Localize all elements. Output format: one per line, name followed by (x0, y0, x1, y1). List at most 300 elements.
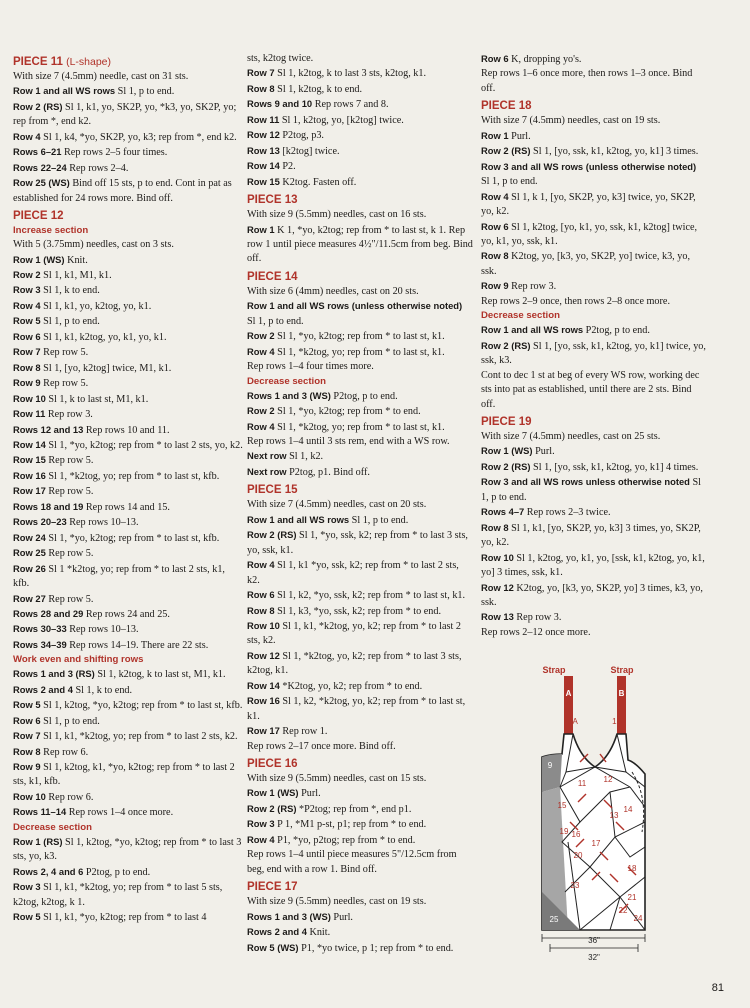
piece-heading (247, 193, 473, 208)
instruction-line (481, 67, 707, 96)
instruction-line (13, 161, 243, 176)
row-label: Row 11 (247, 113, 280, 125)
piece-heading (247, 880, 473, 895)
instruction-line (247, 128, 473, 143)
instruction-line (13, 592, 243, 607)
instruction-text: Rep rows 14 and 15. (85, 501, 170, 513)
row-label: Rows 4–7 (481, 506, 525, 518)
label-b: B (618, 689, 625, 698)
instruction-text: Sl 1, k1, *k2tog, yo; rep from * to last 5 sts, k2tog, k2tog, k 1. (13, 882, 223, 908)
instruction-line (247, 848, 473, 877)
row-label: Row 8 (247, 82, 275, 94)
instruction-line (247, 895, 473, 909)
piece-title: PIECE 19 (481, 415, 532, 428)
instruction-line (247, 52, 473, 66)
instruction-text: Rep rows 1–4 once more. (68, 807, 174, 819)
instruction-text: Sl 1, k2tog, k to end. (277, 83, 363, 95)
row-label: Row 17 (13, 485, 46, 497)
row-label: Row 9 (13, 761, 41, 773)
instruction-line (247, 175, 473, 190)
row-label: Row 10 (481, 551, 514, 563)
row-label: Rows 1 and 3 (WS) (247, 389, 331, 401)
instruction-text: Rep rows 1–6 once more, then rows 1–3 once. Bind off. (481, 68, 693, 94)
instruction-line (481, 190, 707, 220)
dim-inner-label: 32" (588, 953, 600, 962)
instruction-line (247, 465, 473, 480)
instruction-line (247, 97, 473, 112)
instruction-line (13, 423, 243, 438)
instruction-text: Sl 1, [yo, ssk, k1, k2tog, yo, k1] 4 times. (533, 461, 699, 473)
instruction-text: Sl 1, p to end. (351, 514, 409, 526)
row-label: Row 1 (WS) (247, 787, 299, 799)
instruction-line (481, 249, 707, 279)
instruction-text: *P2tog; rep from *, end p1. (299, 803, 412, 815)
piece-label: 20 (573, 851, 583, 860)
row-label: Rows 2 and 4 (247, 926, 307, 938)
piece-heading (13, 209, 243, 224)
instruction-text: Sl 1, k1, [yo, SK2P, yo, k3] 3 times, yo, SK2P, yo, k2. (481, 522, 701, 549)
instruction-text: Sl 1, *yo, k2tog; rep from * to last st, k1. (277, 331, 445, 343)
instruction-line (247, 223, 473, 267)
row-label: Row 14 (247, 679, 280, 691)
row-label: Row 2 (247, 405, 275, 417)
piece-heading (481, 99, 707, 114)
instruction-line (481, 114, 707, 128)
instruction-text: P2tog, p3. (282, 130, 324, 142)
instruction-line (481, 626, 707, 640)
instruction-text: Rep row 3. (47, 409, 93, 421)
instruction-line (13, 268, 243, 283)
row-label: Row 2 (RS) (247, 802, 297, 814)
row-label: Row 3 and all WS rows (unless otherwise noted) (481, 160, 697, 172)
strap-left-label: Strap (542, 665, 566, 675)
piece-label: 12 (603, 775, 613, 784)
instruction-text: Sl 1, [yo, ssk, k1, k2tog, yo, k1] twice, yo, ssk, k3. (481, 340, 706, 367)
instruction-text: P 1, *M1 p-st, p1; rep from * to end. (277, 819, 427, 831)
instruction-text: Sl 1, p to end. (247, 315, 304, 327)
garment-schematic (520, 662, 670, 962)
instruction-line (247, 82, 473, 97)
instruction-text: Sl 1, k2tog, k to last st, M1, k1. (97, 669, 226, 681)
piece-label: 21 (627, 893, 637, 902)
piece-label: 25 (549, 915, 559, 924)
instruction-text: Cont to dec 1 st at beg of every WS row, working dec sts into pat as established, until there are 2 sts. Bind off. (481, 369, 700, 410)
instruction-line (13, 910, 243, 925)
row-label: Row 2 (247, 330, 275, 342)
row-label: Row 10 (13, 790, 46, 802)
row-label: Row 16 (13, 469, 46, 481)
instruction-line (247, 449, 473, 464)
instruction-text: With size 7 (4.5mm) needles, cast on 19 sts. (481, 115, 661, 127)
row-label: Row 7 (13, 346, 41, 358)
instruction-line (481, 551, 707, 581)
instruction-text: Sl 1, p to end. (43, 316, 100, 328)
instruction-text: K 1, *yo, k2tog; rep from * to last st, k 1. Rep row 1 until piece measures 4½"/11.5cm from beg. Bind off. (247, 224, 473, 265)
row-label: Row 2 (13, 268, 41, 280)
instruction-text: Sl 1, *yo, k2tog; rep from * to end. (277, 406, 421, 418)
row-label: Row 1 (481, 129, 509, 141)
instruction-text: Sl 1, k1, M1, k1. (43, 269, 112, 281)
row-label: Row 7 (247, 67, 275, 79)
instruction-line (13, 805, 243, 820)
instruction-line (13, 622, 243, 637)
row-label: Row 3 (247, 818, 275, 830)
row-label: Row 5 (13, 699, 41, 711)
instruction-line (13, 176, 243, 206)
instruction-line (481, 444, 707, 459)
row-label: Row 4 (247, 345, 275, 357)
instruction-text: Sl 1, k2tog, [yo, k1, yo, ssk, k1, k2tog] twice, yo, k1, yo, ssk, k1. (481, 221, 698, 247)
piece-label: 16 (571, 830, 581, 839)
piece-label: 13 (609, 811, 619, 820)
instruction-line (481, 521, 707, 551)
instruction-line (247, 679, 473, 694)
instruction-line (247, 513, 473, 528)
row-label: Row 1 (247, 223, 275, 235)
instruction-line (13, 453, 243, 468)
instruction-text: Sl 1, *k2tog, yo; rep from * to last st, k1. (277, 346, 445, 358)
instruction-text: Sl 1, *yo, k2tog; rep from * to last st, kfb. (48, 532, 220, 544)
instruction-text: Purl. (333, 911, 353, 923)
instruction-text: Sl 1, p to end. (481, 477, 701, 503)
instruction-text: Sl 1, [yo, ssk, k1, k2tog, yo, k1] 3 times. (533, 146, 699, 158)
instruction-text: Rep rows 2–9 once, then rows 2–8 once more. (481, 295, 670, 307)
row-label: Rows 6–21 (13, 146, 62, 158)
instruction-text: Rep rows 14–19. There are 22 sts. (69, 639, 209, 651)
instruction-line (247, 772, 473, 786)
instruction-text: Sl 1, p to end. (117, 86, 175, 98)
row-label: Rows 1 and 3 (WS) (247, 910, 331, 922)
instruction-line (481, 475, 707, 505)
instruction-line (247, 925, 473, 940)
instruction-text: sts, k2tog twice. (247, 53, 314, 64)
instruction-text: Rep row 5. (48, 486, 94, 498)
instruction-text: P2tog, p1. Bind off. (289, 466, 370, 478)
instruction-text: Rep row 5. (43, 347, 89, 359)
piece-heading (247, 757, 473, 772)
row-label: Row 25 (13, 547, 46, 559)
piece-label: 22 (618, 906, 628, 915)
row-label: Row 8 (13, 361, 41, 373)
instruction-text: Rep rows 2–3 twice. (526, 507, 611, 519)
instruction-line (247, 285, 473, 299)
instruction-line (247, 740, 473, 754)
instruction-text: Rep rows 2–17 once more. Bind off. (247, 740, 396, 752)
instruction-text: Rep row 6. (48, 791, 94, 803)
row-label: Rows 1 and 3 (RS) (13, 668, 95, 680)
panel-9-shade (542, 754, 562, 792)
instruction-line (13, 729, 243, 744)
instruction-line (13, 361, 243, 376)
text-column-middle (247, 52, 473, 956)
instruction-line (13, 392, 243, 407)
text-column-left (13, 52, 243, 926)
instruction-text: Rep row 6. (43, 746, 89, 758)
instruction-line (13, 253, 243, 268)
page-number: 81 (711, 982, 724, 994)
row-label: Row 15 (13, 454, 46, 466)
instruction-line (247, 786, 473, 801)
row-label: Rows 22–24 (13, 161, 67, 173)
instruction-text: Sl 1, k1 *yo, ssk, k2; rep from * to last 2 sts, k2. (247, 560, 459, 586)
instruction-line (13, 330, 243, 345)
instruction-text: Rep rows 1–4 four times more. (247, 361, 374, 373)
instruction-line (247, 329, 473, 344)
instruction-text: Sl 1, k to last st, M1, k1. (48, 393, 149, 405)
text-column-right (481, 52, 707, 640)
instruction-line (13, 345, 243, 360)
instruction-line (481, 279, 707, 294)
instruction-line (247, 604, 473, 619)
instruction-text: Rep row 5. (48, 593, 94, 605)
row-label: Row 4 (13, 299, 41, 311)
piece-title: PIECE 15 (247, 484, 298, 497)
row-label: Row 1 (WS) (13, 253, 65, 265)
piece-title: PIECE 13 (247, 194, 298, 207)
row-label: Row 1 (RS) (13, 835, 63, 847)
instruction-line (247, 649, 473, 679)
row-label: Row 10 (247, 619, 280, 631)
row-label: Row 5 (13, 911, 41, 923)
instruction-text: Purl. (511, 130, 531, 142)
instruction-text: With size 7 (4.5mm) needles, cast on 25 sts. (481, 430, 661, 442)
instruction-text: Sl 1, k1, yo, k2tog, yo, k1. (43, 300, 152, 312)
row-label: Row 11 (13, 408, 46, 420)
row-label: Row 4 (247, 420, 275, 432)
instruction-text: Rep rows 10–13. (69, 624, 139, 636)
instruction-line (13, 84, 243, 99)
instruction-text: Sl 1, k1, *yo, k2tog; rep from * to last 4 (43, 912, 207, 924)
row-label: Row 3 (13, 284, 41, 296)
row-label: Row 3 and all WS rows unless otherwise noted (481, 476, 690, 488)
instruction-line (13, 562, 243, 592)
row-label: Row 2 (RS) (481, 145, 531, 157)
piece-label: 19 (559, 827, 569, 836)
instruction-text: Rep rows 2–12 once more. (481, 626, 591, 638)
instruction-line (13, 835, 243, 865)
instruction-text: Sl 1, k2, *k2tog, yo, k2; rep from * to last st, k1. (247, 696, 466, 722)
row-label: Rows 2, 4 and 6 (13, 865, 84, 877)
section-heading: Increase section (13, 225, 89, 237)
piece-title: PIECE 14 (247, 270, 298, 283)
instruction-text: Rep row 5. (48, 548, 94, 560)
row-label: Row 17 (247, 725, 280, 737)
instruction-text: Sl 1, k to end. (75, 684, 133, 696)
instruction-line (247, 498, 473, 512)
instruction-text: Sl 1, *k2tog, yo, k2; rep from * to last 3 sts, k2tog, k1. (247, 650, 462, 677)
instruction-text: P1, *yo, p2tog; rep from * to end. (277, 834, 416, 846)
row-label: Row 1 and all WS rows (481, 324, 584, 336)
instruction-text: Rep rows 2–5 four times. (64, 147, 168, 159)
instruction-line (13, 500, 243, 515)
instruction-line (13, 314, 243, 329)
instruction-text: Sl 1, k1, k2tog, yo, k1, yo, k1. (43, 331, 167, 343)
instruction-line (13, 865, 243, 880)
instruction-text: Bind off 15 sts, p to end. Cont in pat as established for 24 rows more. Bind off. (13, 178, 232, 204)
instruction-line (13, 484, 243, 499)
row-label: Rows 11–14 (13, 806, 67, 818)
instruction-line (481, 220, 707, 250)
instruction-line (247, 159, 473, 174)
row-label: Row 12 (247, 129, 280, 141)
instruction-line (247, 113, 473, 128)
row-label: Row 6 (13, 714, 41, 726)
instruction-line (13, 130, 243, 145)
instruction-line (247, 420, 473, 435)
row-label: Row 6 (247, 589, 275, 601)
instruction-line (13, 145, 243, 160)
row-label: Row 9 (13, 377, 41, 389)
instruction-line (247, 528, 473, 558)
instruction-text: Sl 1, k2tog, yo, k1, yo, [ssk, k1, k2tog, yo, k1, yo] 3 times, ssk, k1. (481, 552, 705, 579)
instruction-text: With size 9 (5.5mm) needles, cast on 19 sts. (247, 896, 427, 908)
row-label: Row 5 (WS) (247, 941, 299, 953)
instruction-text: K2tog, yo, [k3, yo, SK2P, yo] 3 times, k3, yo, ssk. (481, 582, 703, 608)
piece-heading (481, 415, 707, 430)
instruction-text: Sl 1, p to end. (43, 715, 100, 727)
row-label: Rows 20–23 (13, 516, 67, 528)
piece-label: 23 (570, 881, 580, 890)
instruction-text: Rep row 5. (43, 378, 89, 390)
instruction-line (13, 667, 243, 682)
instruction-line (481, 581, 707, 611)
instruction-line (481, 295, 707, 309)
instruction-text: Sl 1, k1, *k2tog, yo, k2; rep from * to last 2 sts, k2. (247, 620, 461, 647)
row-label: Row 12 (481, 581, 514, 593)
instruction-line (247, 588, 473, 603)
row-label: Row 5 (13, 315, 41, 327)
piece-heading (13, 55, 243, 70)
instruction-line (13, 438, 243, 453)
row-label: Row 26 (13, 562, 46, 574)
piece-title: PIECE 11 (13, 56, 63, 68)
row-label: Row 27 (13, 592, 46, 604)
row-label: Row 25 (WS) (13, 177, 70, 189)
instruction-line (247, 833, 473, 848)
instruction-line (247, 941, 473, 956)
piece-subtitle: (L-shape) (66, 56, 112, 68)
instruction-text: Knit. (309, 927, 331, 939)
row-label: Row 6 (13, 330, 41, 342)
row-label: Row 7 (13, 730, 41, 742)
instruction-text: Sl 1, k1, yo, SK2P, yo, *k3, yo, SK2P, yo; rep from *, end k2. (13, 101, 237, 128)
row-label: Row 2 (RS) (247, 529, 297, 541)
instruction-line (13, 100, 243, 130)
row-label: Row 4 (481, 190, 509, 202)
row-label: Rows 28 and 29 (13, 607, 84, 619)
instruction-text: Rep row 1. (282, 726, 328, 738)
piece-label: 9 (547, 761, 553, 770)
instruction-text: Sl 1, k2tog, yo, [k2tog] twice. (281, 114, 404, 126)
instruction-text: Rep row 3. (511, 281, 557, 293)
instruction-line (13, 283, 243, 298)
row-label: Row 24 (13, 531, 46, 543)
row-label: Row 3 (13, 881, 41, 893)
instruction-line (481, 505, 707, 520)
instruction-line (13, 714, 243, 729)
instruction-line (481, 144, 707, 159)
row-label: Row 10 (13, 392, 46, 404)
piece-label: 18 (627, 864, 637, 873)
row-label: Row 8 (481, 250, 509, 262)
instruction-line (13, 515, 243, 530)
instruction-text: Sl 1, k3, *yo, ssk, k2; rep from * to end. (277, 605, 441, 617)
row-label: Row 8 (481, 521, 509, 533)
row-label: Rows 2 and 4 (13, 683, 73, 695)
instruction-line (13, 531, 243, 546)
instruction-text: Sl 1, k2tog, k to last 3 sts, k2tog, k1. (277, 68, 427, 80)
instruction-line (247, 724, 473, 739)
row-label: Row 13 (481, 611, 514, 623)
piece-label: 15 (557, 801, 567, 810)
instruction-text: Sl 1, *yo, ssk, k2; rep from * to last 3 sts, yo, ssk, k1. (247, 530, 468, 556)
row-label: Row 2 (RS) (481, 460, 531, 472)
row-label: Row 6 (481, 220, 509, 232)
piece-title: PIECE 16 (247, 758, 298, 771)
piece-label: 24 (633, 914, 643, 923)
instruction-line (13, 607, 243, 622)
strap-right-label: Strap (610, 665, 634, 675)
instruction-text: P2tog, p to end. (85, 866, 151, 878)
instruction-text: P2tog, p to end. (585, 325, 650, 337)
instruction-line (247, 619, 473, 649)
instruction-line (13, 698, 243, 713)
instruction-text: Rep rows 24 and 25. (85, 608, 170, 620)
instruction-line (13, 70, 243, 84)
row-label: Row 6 (481, 53, 509, 64)
row-label: Row 16 (247, 695, 280, 707)
instruction-line (247, 299, 473, 329)
piece-label: 17 (591, 839, 601, 848)
dim-outer-label: 36" (588, 936, 600, 945)
row-label: Row 15 (247, 175, 280, 187)
instruction-text: With size 6 (4mm) needles, cast on 20 sts. (247, 285, 419, 297)
instruction-text: P2. (282, 161, 296, 173)
section-heading: Work even and shifting rows (13, 654, 144, 666)
section-heading: Decrease section (247, 375, 326, 387)
instruction-line (481, 339, 707, 369)
instruction-text: Sl 1, *yo, k2tog; rep from * to last 2 sts, yo, k2. (48, 439, 243, 451)
instruction-text: Rep row 5. (48, 455, 94, 467)
section-heading: Decrease section (13, 821, 92, 833)
instruction-line (481, 160, 707, 190)
instruction-line (481, 610, 707, 625)
row-label: Row 12 (247, 649, 280, 661)
instruction-line (13, 880, 243, 910)
row-label: Row 8 (247, 604, 275, 616)
instruction-text: Rep rows 10–13. (69, 517, 139, 529)
row-label: Row 1 and all WS rows (13, 85, 116, 97)
piece-heading (247, 270, 473, 285)
instruction-line (13, 407, 243, 422)
row-label: Row 9 (481, 280, 509, 292)
instruction-line (247, 817, 473, 832)
instruction-line (247, 435, 473, 449)
instruction-text: Sl 1, k2tog, k1, *yo, k2tog; rep from * to last 2 sts, k1, kfb. (13, 762, 235, 788)
row-label: Row 2 (RS) (13, 100, 63, 112)
instruction-line (13, 546, 243, 561)
instruction-text: Rep rows 1–4 until 3 sts rem, end with a WS row. (247, 435, 450, 447)
instruction-text: With size 9 (5.5mm) needles, cast on 16 sts. (247, 209, 427, 221)
instruction-text: P2tog, p to end. (333, 390, 398, 402)
instruction-text: Sl 1, k to end. (43, 285, 100, 297)
instruction-text: Sl 1 *k2tog, yo; rep from * to last 2 sts, k1, kfb. (13, 563, 225, 590)
instruction-text: With size 7 (4.5mm) needles, cast on 20 sts. (247, 499, 427, 511)
label-a: A (565, 689, 572, 698)
instruction-line (13, 683, 243, 698)
instruction-text: With 5 (3.75mm) needles, cast on 3 sts. (13, 239, 174, 251)
row-label: Row 1 (WS) (481, 445, 533, 457)
